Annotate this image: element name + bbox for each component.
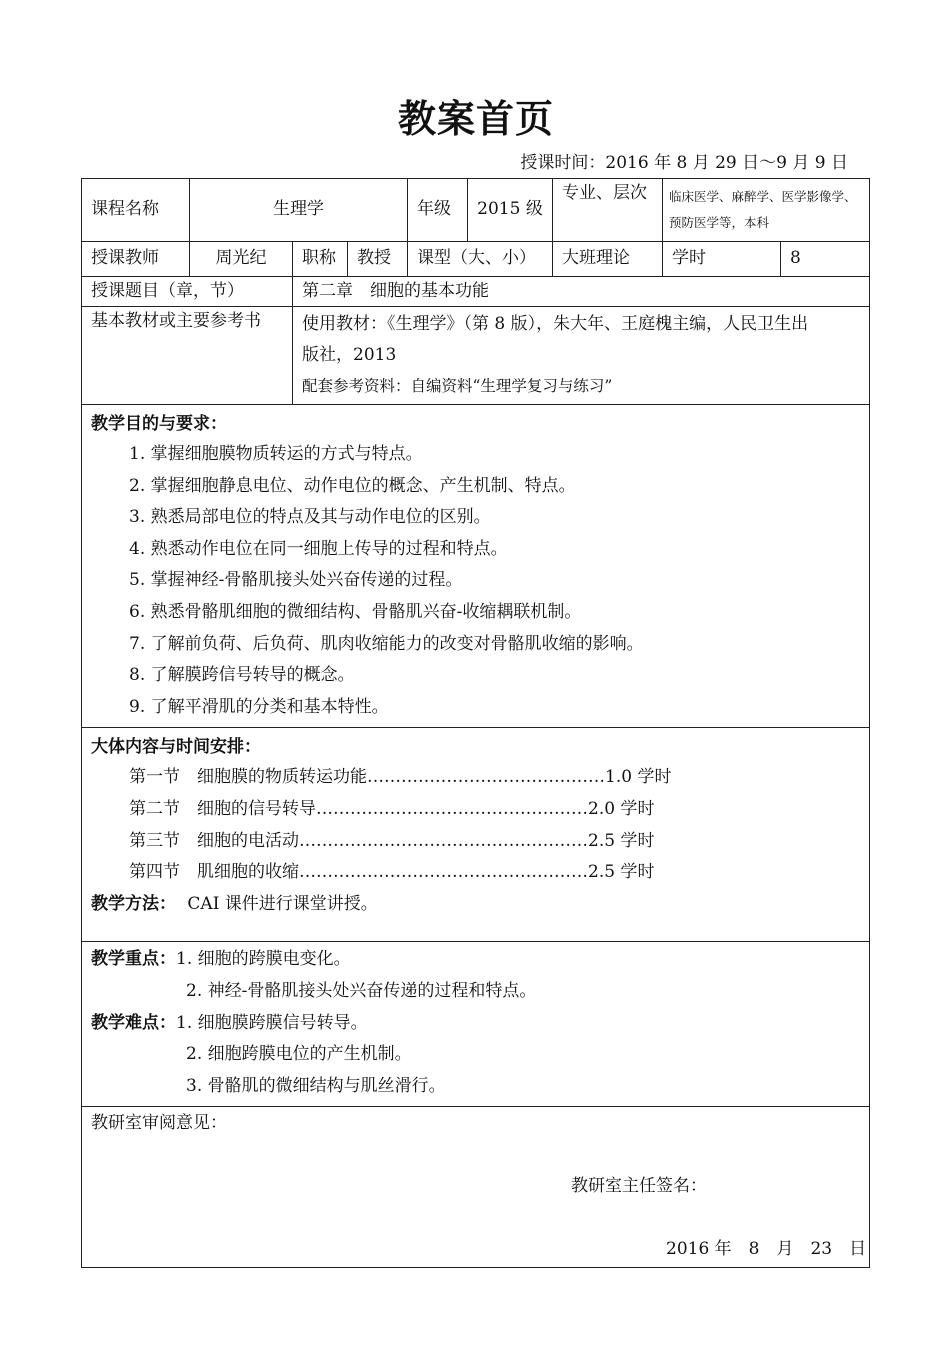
book-line-1: 使用教材：《生理学》（第 8 版），朱大年、王庭槐主编，人民卫生出: [302, 314, 809, 334]
topic-value: 第二章 细胞的基本功能: [293, 277, 870, 307]
method-label: 教学方法：: [91, 893, 176, 914]
objective-item: 7. 了解前负荷、后负荷、肌肉收缩能力的改变对骨骼肌收缩的影响。: [129, 633, 644, 654]
review-label: 教研室审阅意见：: [91, 1113, 227, 1134]
row-teacher: [82, 242, 870, 277]
hours-label: 学时: [663, 242, 781, 277]
row-topic: [82, 277, 870, 307]
schedule-item: 第三节 细胞的电活动……………………………………………2.5 学时: [129, 830, 655, 851]
document-title: 教案首页: [397, 97, 554, 141]
objectives-cell: [82, 405, 870, 728]
grade-label: 年级: [408, 179, 468, 242]
course-label: 课程名称: [82, 179, 190, 242]
book-label: 基本教材或主要参考书: [82, 307, 293, 405]
objective-item: 4. 熟悉动作电位在同一细胞上传导的过程和特点。: [129, 538, 508, 559]
signature-label: 教研室主任签名：: [571, 1176, 707, 1197]
method-value: CAI 课件进行课堂讲授。: [187, 893, 378, 914]
row-key-points: [82, 942, 870, 1107]
hours-value: 8: [781, 242, 870, 277]
book-line-2: 版社，2013: [302, 345, 397, 365]
key-point-line: [91, 944, 860, 976]
book-line-3: 配套参考资料：自编资料“生理学复习与练习”: [302, 377, 613, 395]
key-point-item: 2. 神经-骨骼肌接头处兴奋传递的过程和特点。: [186, 980, 537, 1001]
objective-item: 6. 熟悉骨骼肌细胞的微细结构、骨骼肌兴奋-收缩耦联机制。: [129, 601, 582, 622]
difficult-point-item: 3. 骨骼肌的微细结构与肌丝滑行。: [186, 1075, 446, 1096]
lesson-plan-table: [81, 178, 870, 1268]
key-points-label: 教学重点：: [91, 949, 176, 970]
objective-item: 1. 掌握细胞膜物质转运的方式与特点。: [129, 444, 423, 464]
schedule-item: 第一节 细胞膜的物质转运功能……………………………………1.0 学时: [129, 767, 672, 788]
type-label: 课型（大、小）: [408, 242, 553, 277]
row-schedule: [82, 728, 870, 942]
teacher-value: 周光纪: [190, 242, 293, 277]
row-review: [82, 1107, 870, 1268]
schedule-cell: [82, 728, 870, 942]
key-points-cell: [82, 942, 870, 1107]
difficult-point-line: [91, 1008, 860, 1040]
objective-item: 2. 掌握细胞静息电位、动作电位的概念、产生机制、特点。: [129, 475, 576, 496]
review-cell: [82, 1107, 870, 1268]
row-course: [82, 179, 870, 242]
schedule-item: 第二节 细胞的信号转导…………………………………………2.0 学时: [129, 798, 655, 819]
major-value: 临床医学、麻醉学、医学影像学、预防医学等，本科: [663, 179, 870, 242]
difficult-point-item: 1. 细胞膜跨膜信号转导。: [176, 1012, 368, 1033]
objective-item: 5. 掌握神经-骨骼肌接头处兴奋传递的过程。: [129, 570, 463, 591]
objective-item: 8. 了解膜跨信号转导的概念。: [129, 665, 355, 686]
key-point-item: 1. 细胞的跨膜电变化。: [176, 949, 351, 970]
difficult-points-label: 教学难点：: [91, 1012, 176, 1033]
teacher-label: 授课教师: [82, 242, 190, 277]
type-value: 大班理论: [553, 242, 663, 277]
objectives-heading: 教学目的与要求：: [91, 414, 227, 434]
row-objectives: [82, 405, 870, 728]
teaching-method: [91, 889, 860, 921]
grade-value: 2015 级: [468, 179, 553, 242]
title-value: 教授: [348, 242, 408, 277]
schedule-heading: 大体内容与时间安排：: [91, 737, 261, 758]
book-cell: [293, 307, 870, 405]
title-label: 职称: [293, 242, 348, 277]
review-date: 2016 年 8 月 23 日: [666, 1239, 867, 1260]
major-label: 专业、层次: [553, 179, 663, 242]
objective-item: 3. 熟悉局部电位的特点及其与动作电位的区别。: [129, 507, 491, 528]
teaching-date: 授课时间：2016 年 8 月 29 日～9 月 9 日: [520, 153, 848, 173]
row-books: [82, 307, 870, 405]
objective-item: 9. 了解平滑肌的分类和基本特性。: [129, 696, 389, 717]
course-value: 生理学: [190, 179, 408, 242]
schedule-item: 第四节 肌细胞的收缩……………………………………………2.5 学时: [129, 862, 655, 883]
topic-label: 授课题目（章，节）: [82, 277, 293, 307]
difficult-point-item: 2. 细胞跨膜电位的产生机制。: [186, 1044, 412, 1065]
